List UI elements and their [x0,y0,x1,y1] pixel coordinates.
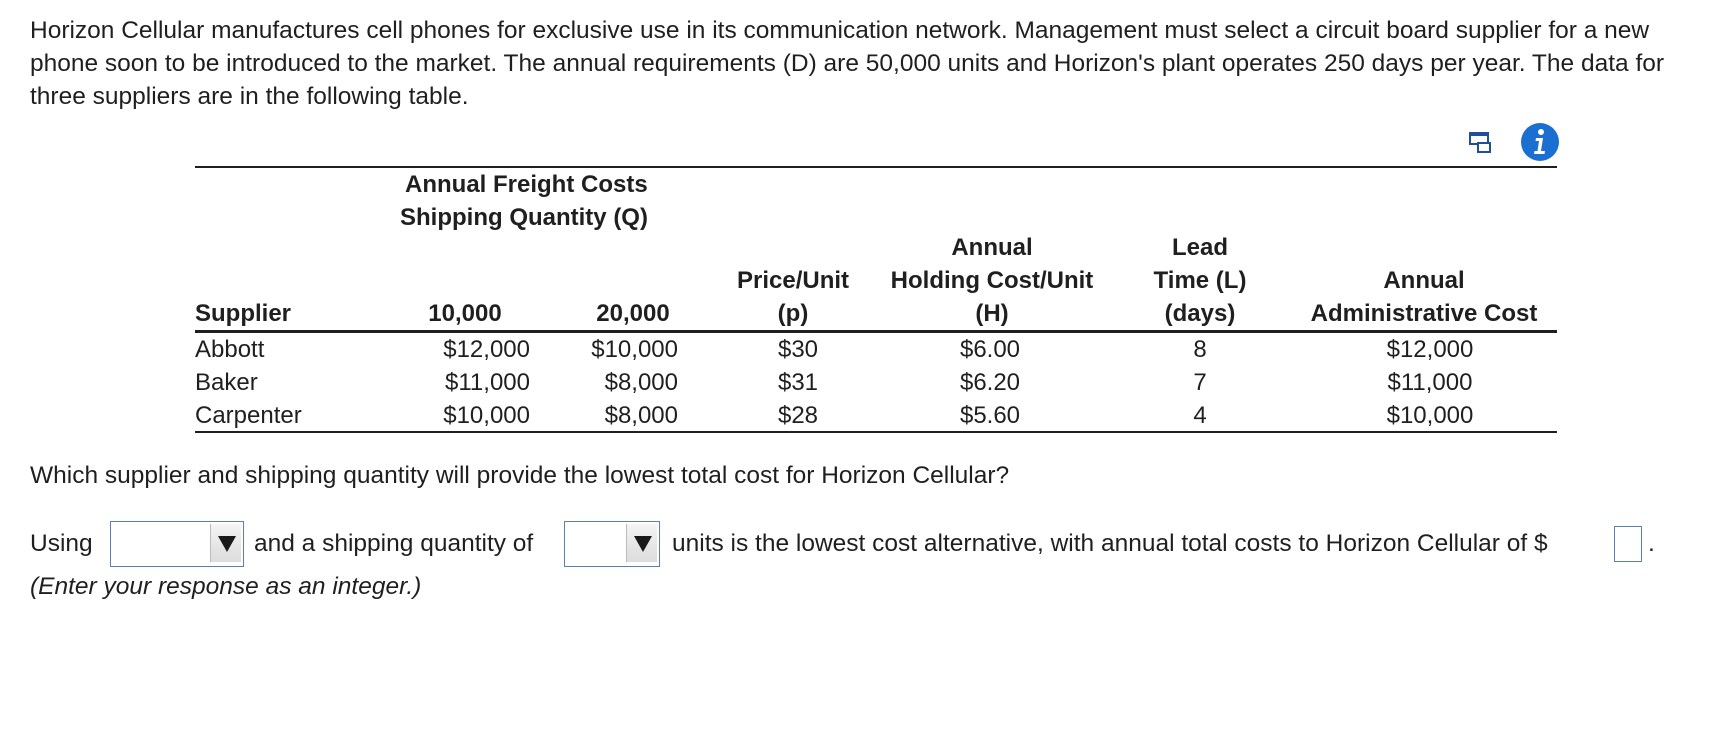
col-header-admin [1290,264,1558,330]
cell-supplier: Carpenter [195,402,302,429]
total-cost-input[interactable] [1614,526,1642,562]
col-header-admin-line1: Annual [1383,267,1465,294]
col-header-holding-line3: (H) [975,300,1009,327]
col-header-lead-line1: Lead [1171,234,1228,261]
freight-header-line1: Annual Freight Costs [405,171,648,198]
answer-sentence [30,518,1720,570]
col-header-supplier: Supplier [195,300,292,327]
cell-supplier: Abbott [195,336,265,363]
cell-q1: $11,000 [445,369,530,396]
cell-q2: $8,000 [604,402,678,429]
col-header-admin-line2: Administrative Cost [1310,300,1538,327]
cell-q1: $12,000 [443,336,530,363]
answer-end: . [1648,530,1655,557]
col-header-price [728,264,858,330]
col-header-lead [1140,231,1260,330]
cell-price: $31 [777,369,819,396]
col-header-q1: 10,000 [428,300,502,327]
problem-statement: Horizon Cellular manufactures cell phones for exclusive use in its communication network. Management must select a circuit board supplier for a new phone soon to be introduced to the market. The annual requirements (D) are 50,000 units and Horizon's plant operates 250 days per year. The data for three suppliers are in the following table. [30,17,1665,110]
col-header-q2: 20,000 [596,300,670,327]
answer-suffix: units is the lowest cost alternative, with annual total costs to Horizon Cellular of $ [672,530,1548,557]
answer-middle: and a shipping quantity of [254,530,534,557]
col-header-price-line2: (p) [777,300,809,327]
cell-lead: 7 [1193,369,1207,396]
chevron-down-icon[interactable] [210,524,241,562]
col-header-holding-line1: Annual [951,234,1033,261]
col-header-price-line1: Price/Unit [736,267,850,294]
copy-icon[interactable] [1468,131,1494,155]
table-tools [1468,122,1568,164]
cell-price: $30 [777,336,819,363]
col-header-holding-line2: Holding Cost/Unit [890,267,1094,294]
freight-group-header [400,168,690,234]
answer-prefix: Using [30,530,93,557]
cell-supplier: Baker [195,369,258,396]
info-icon[interactable] [1520,122,1560,162]
freight-header-line2: Shipping Quantity (Q) [400,204,648,231]
cell-admin: $11,000 [1387,369,1473,396]
cell-lead: 8 [1193,336,1207,363]
cell-q2: $10,000 [591,336,678,363]
supplier-select[interactable] [110,521,244,567]
cell-price: $28 [777,402,819,429]
cell-holding: $6.20 [959,369,1021,396]
question-prompt: Which supplier and shipping quantity will provide the lowest total cost for Horizon Cellular? [30,462,1010,489]
chevron-down-icon[interactable] [626,524,657,562]
cell-holding: $6.00 [959,336,1021,363]
cell-holding: $5.60 [959,402,1021,429]
response-hint: (Enter your response as an integer.) [30,573,422,600]
quantity-select[interactable] [564,521,660,567]
col-header-lead-line3: (days) [1164,300,1236,327]
cell-admin: $10,000 [1386,402,1474,429]
cell-q1: $10,000 [443,402,530,429]
cell-admin: $12,000 [1386,336,1474,363]
cell-q2: $8,000 [604,369,678,396]
col-header-lead-line2: Time (L) [1153,267,1247,294]
cell-lead: 4 [1193,402,1207,429]
col-header-holding [876,231,1108,330]
